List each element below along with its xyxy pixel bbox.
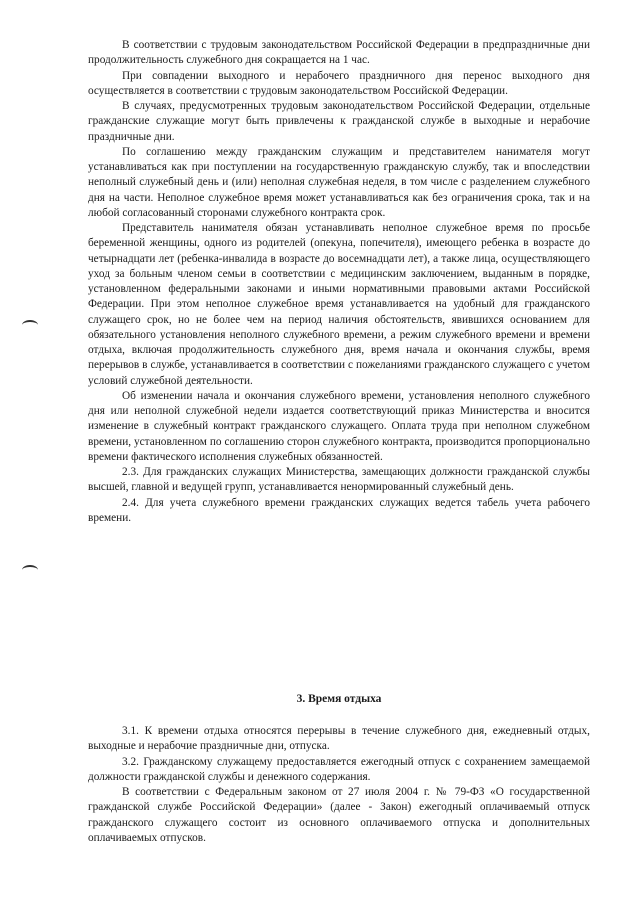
paragraph: В соответствии с Федеральным законом от 27 июля 2004 г. № 79-ФЗ «О государственной гражданской службе Российской Федерации» (далее - Закон) ежегодный оплачиваемый отпуск гражданского служащего состоит из основного оплачиваемого отпуска и дополнительных оплачиваемых отпусков. xyxy=(88,786,590,844)
paragraph: По соглашению между гражданским служащим и представителем нанимателя могут устанавливаться как при поступлении на государственную гражданскую службу, так и впоследствии неполный служебный день и (или) неполная служебная неделя, в том числе с разделением служебного дня на части. Неполное служебное время может устанавливаться как без ограничения срока, так и на любой согласованный сторонами служебного контракта срок. xyxy=(88,145,590,219)
body-text-top xyxy=(88,38,590,526)
paragraph: При совпадении выходного и нерабочего праздничного дня перенос выходного дня осуществляется в соответствии с трудовым законодательством Российской Федерации. xyxy=(88,69,590,97)
body-text-bottom xyxy=(88,724,590,846)
punch-hole-mark-bottom xyxy=(22,565,38,575)
paragraph: 2.4. Для учета служебного времени гражданских служащих ведется табель учета рабочего времени. xyxy=(88,496,590,524)
section-heading: 3. Время отдыха xyxy=(296,693,382,705)
punch-hole-mark-top xyxy=(22,320,38,330)
paragraph: 3.2. Гражданскому служащему предоставляется ежегодный отпуск с сохранением замещаемой должности гражданской службы и денежного содержания. xyxy=(88,755,590,783)
paragraph: В соответствии с трудовым законодательством Российской Федерации в предпраздничные дни продолжительность служебного дня сокращается на 1 час. xyxy=(88,39,590,67)
paragraph: Об изменении начала и окончания служебного времени, установления неполного служебного дня или неполной служебной недели издается соответствующий приказ Министерства и вносится изменение в служебный контракт гражданского служащего. Оплата труда при неполном служебном времени, установленном по соглашению сторон служебного контракта, производится пропорционально времени фактического исполнения служебных обязанностей. xyxy=(88,389,590,463)
paragraph: В случаях, предусмотренных трудовым законодательством Российской Федерации, отдельные гражданские служащие могут быть привлечены к гражданской службе в выходные и нерабочие праздничные дни. xyxy=(88,100,590,143)
paragraph: 3.1. К времени отдыха относятся перерывы в течение служебного дня, ежедневный отдых, выходные и нерабочие праздничные дни, отпуска. xyxy=(88,725,590,753)
paragraph: Представитель нанимателя обязан устанавливать неполное служебное время по просьбе беременной женщины, одного из родителей (опекуна, попечителя), имеющего ребенка в возрасте до четырнадцати лет (ребенка-инвалида в возрасте до восемнадцати лет), а также лица, осуществляющего уход за больным членом семьи в соответствии с медицинским заключением, выданным в порядке, установленном федеральными законами и иными нормативными правовыми актами Российской Федерации. При этом неполное служебное время устанавливается на удобный для гражданского служащего срок, но не более чем на период наличия обстоятельств, явившихся основанием для обязательного установления неполного служебного времени, а режим служебного времени и времени отдыха, включая продолжительность служебного дня, время начала и окончания службы, время перерывов в службе, устанавливается в соответствии с пожеланиями гражданского служащего с учетом условий служебной деятельности. xyxy=(88,222,590,387)
paragraph: 2.3. Для гражданских служащих Министерства, замещающих должности гражданской службы высшей, главной и ведущей групп, устанавливается ненормированный служебный день. xyxy=(88,466,590,494)
